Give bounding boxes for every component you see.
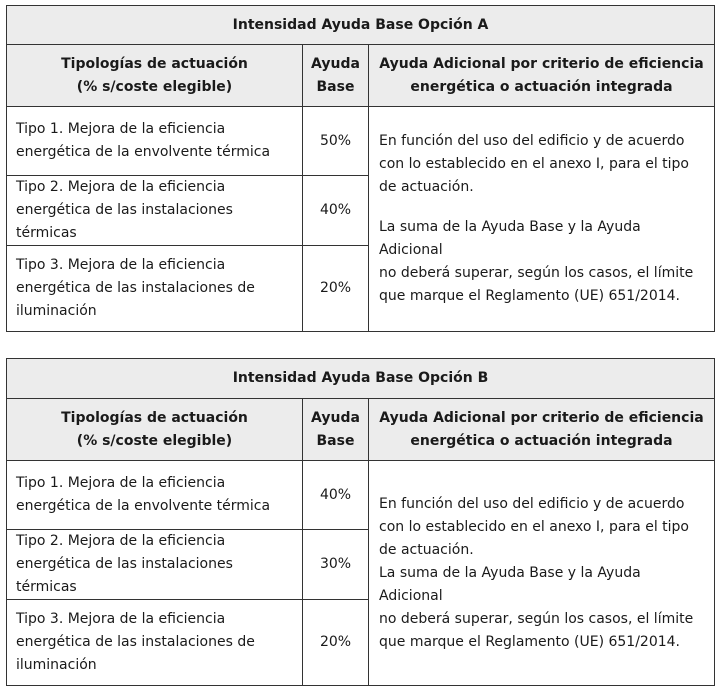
header-typologies: Tipologías de actuación (% s/coste elegible) <box>7 399 303 461</box>
additional-aid-text: En función del uso del edificio y de acuerdo con lo establecido en el anexo I, para el tipo de actuación. La suma de la Ayuda Base y la Ayuda Adicional no deberá superar, según los casos, el límite que marque el Reglamento (UE) 651/2014. <box>369 461 715 686</box>
header-typologies: Tipologías de actuación (% s/coste elegible) <box>7 45 303 107</box>
base-aid-value: 50% <box>303 107 369 176</box>
additional-aid-text: En función del uso del edificio y de acuerdo con lo establecido en el anexo I, para el tipo de actuación. La suma de la Ayuda Base y la Ayuda Adicional no deberá superar, según los casos, el límite que marque el Reglamento (UE) 651/2014. <box>369 107 715 332</box>
typology-cell: Tipo 1. Mejora de la eficiencia energética de la envolvente térmica <box>7 461 303 530</box>
base-aid-value: 30% <box>303 530 369 600</box>
typology-cell: Tipo 3. Mejora de la eficiencia energética de las instalaciones de iluminación <box>7 600 303 686</box>
table-title: Intensidad Ayuda Base Opción B <box>7 359 715 399</box>
header-additional-aid: Ayuda Adicional por criterio de eficiencia energética o actuación integrada <box>369 45 715 107</box>
base-aid-value: 40% <box>303 176 369 246</box>
typology-cell: Tipo 2. Mejora de la eficiencia energética de las instalaciones térmicas <box>7 530 303 600</box>
typology-cell: Tipo 2. Mejora de la eficiencia energética de las instalaciones térmicas <box>7 176 303 246</box>
base-aid-value: 20% <box>303 246 369 332</box>
base-aid-value: 40% <box>303 461 369 530</box>
base-aid-value: 20% <box>303 600 369 686</box>
table-title-row <box>7 359 715 399</box>
table-header-row <box>7 45 715 107</box>
header-additional-aid: Ayuda Adicional por criterio de eficiencia energética o actuación integrada <box>369 399 715 461</box>
typology-cell: Tipo 1. Mejora de la eficiencia energética de la envolvente térmica <box>7 107 303 176</box>
aid-table-option-b <box>6 358 715 686</box>
header-base-aid: Ayuda Base <box>303 45 369 107</box>
table-row <box>7 461 715 530</box>
table-title-row <box>7 6 715 45</box>
aid-table-option-a <box>6 5 715 332</box>
header-base-aid: Ayuda Base <box>303 399 369 461</box>
typology-cell: Tipo 3. Mejora de la eficiencia energética de las instalaciones de iluminación <box>7 246 303 332</box>
table-title: Intensidad Ayuda Base Opción A <box>7 6 715 45</box>
table-header-row <box>7 399 715 461</box>
table-row <box>7 107 715 176</box>
